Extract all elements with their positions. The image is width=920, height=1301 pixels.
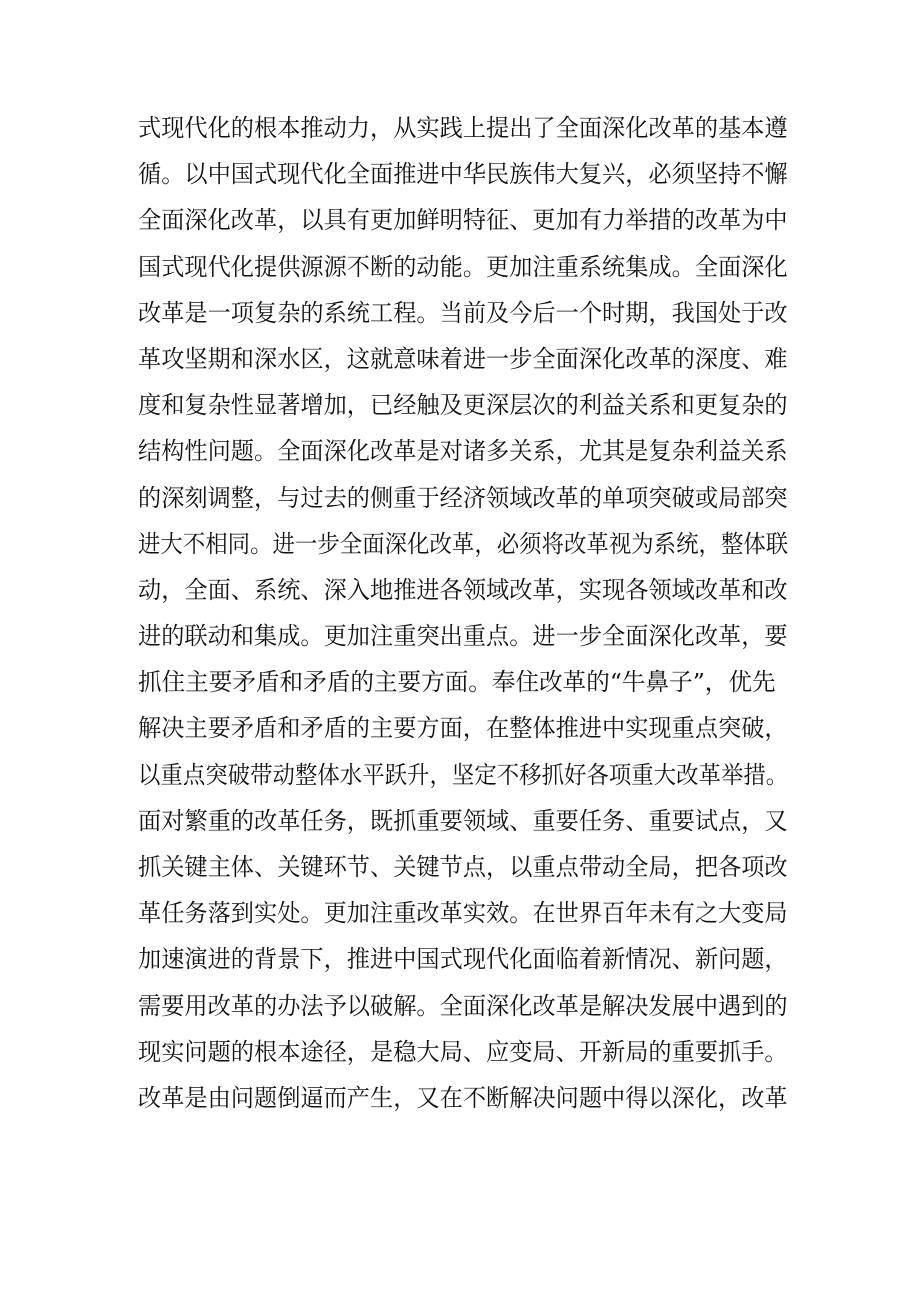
text-line: 需要用改革的办法予以破解。全面深化改革是解决发展中遇到的 <box>138 991 788 1020</box>
text-line: 革任务落到实处。更加注重改革实效。在世界百年未有之大变局 <box>138 899 788 928</box>
text-line: 循。以中国式现代化全面推进中华民族伟大复兴，必须坚持不懈 <box>138 160 788 189</box>
text-line: 进的联动和集成。更加注重突出重点。进一步全面深化改革，要 <box>138 622 788 651</box>
text-line: 加速演进的背景下，推进中国式现代化面临着新情况、新问题， <box>138 945 788 974</box>
text-line: 抓关键主体、关键环节、关键节点，以重点带动全局，把各项改 <box>138 853 788 881</box>
text-line: 解决主要矛盾和矛盾的主要方面，在整体推进中实现重点突破， <box>138 714 788 743</box>
text-line: 度和复杂性显著增加，已经触及更深层次的利益关系和更复杂的 <box>138 391 788 420</box>
body-text <box>138 105 788 1121</box>
text-line: 动，全面、系统、深入地推进各领域改革，实现各领域改革和改 <box>138 575 788 604</box>
text-line: 革攻坚期和深水区，这就意味着进一步全面深化改革的深度、难 <box>138 344 788 373</box>
text-line: 式现代化的根本推动力，从实践上提出了全面深化改革的基本遵 <box>138 114 788 142</box>
text-line: 抓住主要矛盾和矛盾的主要方面。奉住改革的“牛鼻子”，优先 <box>138 668 776 697</box>
text-line: 现实问题的根本途径，是稳大局、应变局、开新局的重要抓手。 <box>138 1037 788 1066</box>
text-line: 面对繁重的改革任务，既抓重要领域、重要任务、重要试点，又 <box>138 806 788 835</box>
text-line: 改革是由问题倒逼而产生，又在不断解决问题中得以深化，改革 <box>138 1083 788 1112</box>
text-line: 进大不相同。进一步全面深化改革，必须将改革视为系统，整体联 <box>138 529 789 558</box>
text-line: 结构性问题。全面深化改革是对诸多关系，尤其是复杂利益关系 <box>138 437 788 466</box>
text-line: 的深刻调整，与过去的侧重于经济领域改革的单项突破或局部突 <box>138 483 788 512</box>
text-line: 以重点突破带动整体水平跃升，坚定不移抓好各项重大改革举措。 <box>138 760 789 789</box>
text-line: 国式现代化提供源源不断的动能。更加注重系统集成。全面深化 <box>138 252 788 281</box>
text-line: 全面深化改革，以具有更加鲜明特征、更加有力举措的改革为中 <box>138 206 788 235</box>
text-line: 改革是一项复杂的系统工程。当前及今后一个时期，我国处于改 <box>138 298 788 327</box>
